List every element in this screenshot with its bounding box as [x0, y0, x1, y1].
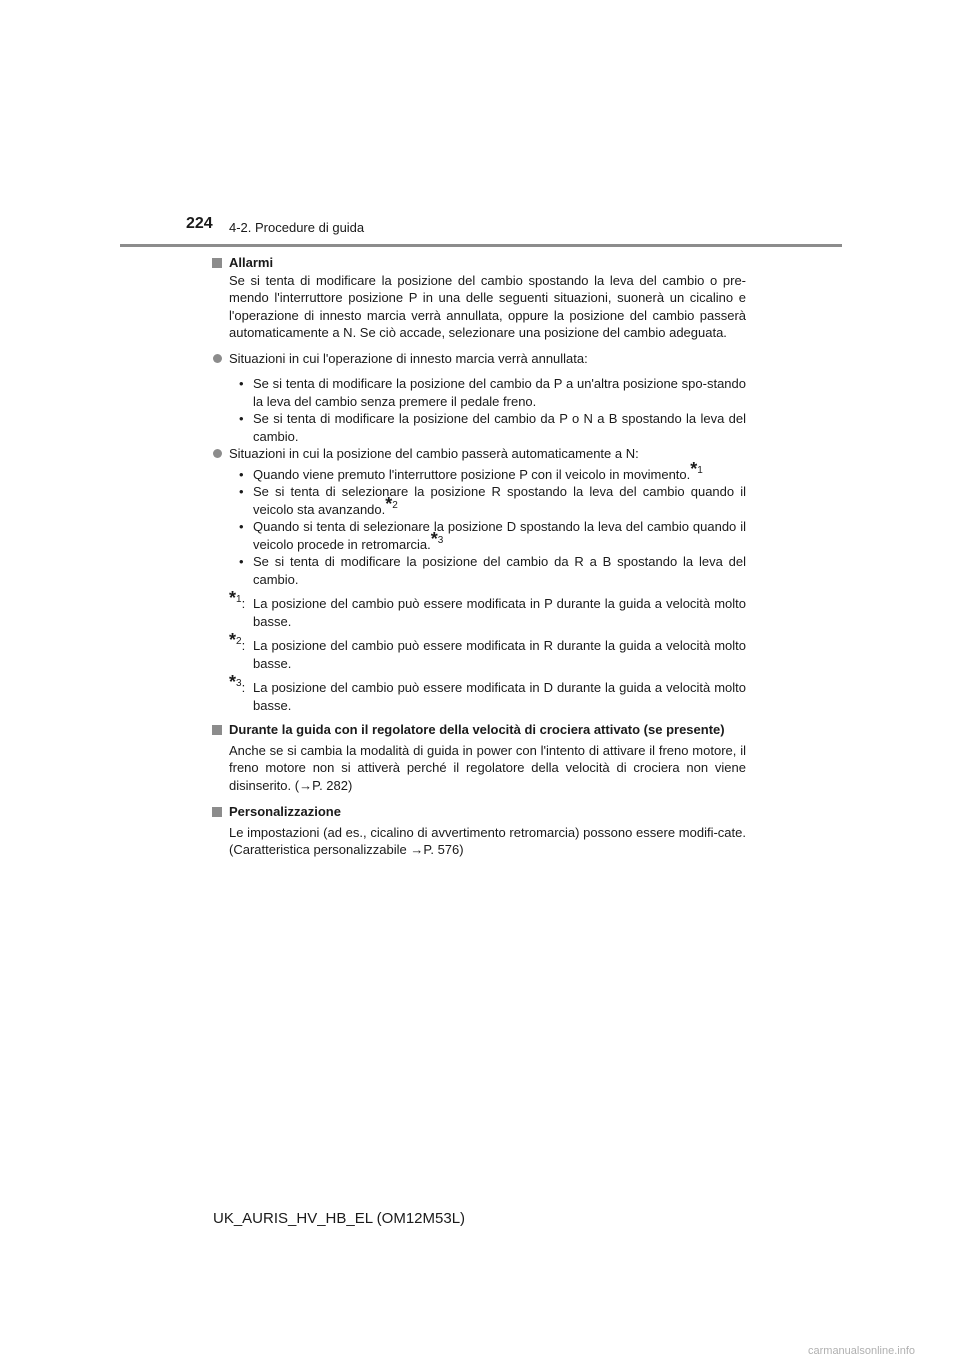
footnote-star-icon: * — [430, 528, 438, 549]
footnote-ref: 3 — [437, 534, 444, 546]
header-rule — [120, 244, 842, 247]
section-title: 4-2. Procedure di guida — [229, 220, 365, 235]
list-item — [212, 375, 746, 410]
footnote-text: La posizione del cambio può essere modificata in P durante la guida a velocità molto basse. — [253, 596, 746, 629]
square-bullet-icon — [212, 725, 222, 735]
bullet-icon: • — [239, 376, 244, 391]
list-item-text: Se si tenta di modificare la posizione del cambio da R a B spostando la leva del cambio. — [253, 554, 746, 587]
footnote — [212, 672, 746, 714]
footnote-ref: 1 — [697, 464, 703, 476]
footnote-text: La posizione del cambio può essere modificata in D durante la guida a velocità molto basse. — [253, 680, 746, 713]
heading-personalizzazione — [212, 803, 746, 821]
footnote-star-icon: * — [690, 458, 698, 479]
footnote-text: La posizione del cambio può essere modificata in R durante la guida a velocità molto basse. — [253, 638, 746, 671]
footnote-mark — [229, 672, 246, 697]
heading-text: Allarmi — [229, 255, 274, 270]
square-bullet-icon — [212, 807, 222, 817]
footnote — [212, 588, 746, 630]
bullet-icon: • — [239, 519, 244, 534]
heading-text: Personalizzazione — [229, 804, 341, 819]
list-item-text: Quando viene premuto l'interruttore posizione P con il veicolo in movimento. — [253, 466, 691, 482]
footnote-colon: : — [241, 638, 246, 653]
paragraph-personalizzazione: Le impostazioni (ad es., cicalino di avvertimento retromarcia) possono essere modifi-cate. (Caratteristica personalizzabile →P. 576) — [229, 824, 746, 857]
footnote-number: 1 — [236, 594, 242, 605]
footnote-star-icon: * — [229, 588, 237, 608]
list-item-text: Se si tenta di selezionare la posizione R spostando la leva del cambio quando il veicolo sta avanzando. — [253, 484, 746, 517]
watermark: carmanualsonline.info — [808, 1345, 916, 1357]
subheading-text: Situazioni in cui la posizione del cambio passerà automaticamente a N: — [229, 446, 639, 461]
subheading-automatica — [212, 445, 746, 463]
footnote-colon: : — [241, 596, 246, 611]
page-header — [0, 214, 960, 254]
bullet-icon: • — [239, 466, 244, 482]
footnote-number: 3 — [236, 678, 242, 689]
subheading-annullata — [212, 350, 746, 368]
list-item-text: Se si tenta di modificare la posizione del cambio da P a un'altra posizione spo-stando la leva del cambio senza premere il pedale freno. — [253, 376, 746, 409]
list-item — [212, 483, 746, 518]
list-item-text: Se si tenta di modificare la posizione del cambio da P o N a B spostando la leva del cambio. — [253, 411, 746, 444]
footnote-colon: : — [241, 680, 246, 695]
list-item — [212, 553, 746, 588]
bullet-icon: • — [239, 484, 244, 499]
footnote-star-icon: * — [385, 493, 393, 514]
page-content — [212, 254, 746, 859]
subheading-text: Situazioni in cui l'operazione di innesto marcia verrà annullata: — [229, 350, 588, 366]
circle-bullet-icon — [213, 449, 222, 458]
footnote-number: 2 — [236, 636, 242, 647]
footnote-ref: 2 — [392, 499, 398, 511]
footnote-star-icon: * — [229, 630, 237, 650]
square-bullet-icon — [212, 258, 222, 268]
heading-allarmi — [212, 254, 746, 272]
circle-bullet-icon — [213, 354, 222, 363]
heading-text: Durante la guida con il regolatore della velocità di crociera attivato (se presente) — [229, 722, 725, 737]
footnote-star-icon: * — [229, 672, 237, 692]
bullet-icon: • — [239, 554, 244, 569]
page-number: 224 — [186, 215, 213, 232]
footnote-mark — [229, 630, 246, 655]
list-item — [212, 410, 746, 445]
footnote — [212, 630, 746, 672]
bullet-icon: • — [239, 411, 244, 426]
heading-crociera — [212, 721, 746, 739]
footer-code: UK_AURIS_HV_HB_EL (OM12M53L) — [213, 1210, 466, 1227]
list-item — [212, 518, 746, 553]
footnote-mark — [229, 588, 246, 613]
list-item-text: Quando si tenta di selezionare la posizione D spostando la leva del cambio quando il veicolo procede in retromarcia. — [253, 519, 746, 552]
paragraph-crociera: Anche se si cambia la modalità di guida in power con l'intento di attivare il freno motore, il freno motore non si attiverà perché il regolatore della velocità di crociera non viene disinserito. (→P. 282) — [229, 742, 746, 793]
list-item — [212, 458, 746, 484]
paragraph-allarmi: Se si tenta di modificare la posizione del cambio spostando la leva del cambio o pre-mendo l'interruttore posizione P in una delle seguenti situazioni, suonerà un cicalino e l'operazione di innesto marcia verrà annullata, oppure la posizione del cambio passerà automaticamente a N. Se ciò accade, selezionare una posizione del cambio adeguata. — [229, 272, 746, 340]
